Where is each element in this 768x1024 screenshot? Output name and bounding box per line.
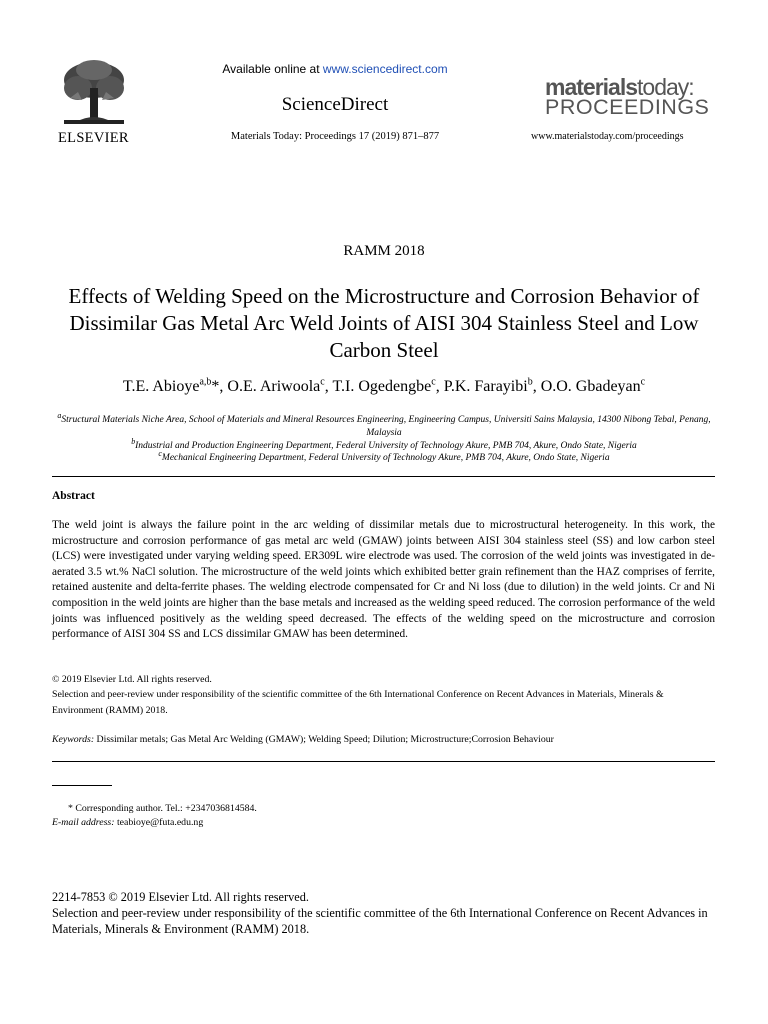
email-label: E-mail address: (52, 817, 115, 828)
author: T.I. Ogedengbe$^c$, (332, 377, 444, 396)
journal-url[interactable]: www.materialstoday.com/proceedings (531, 131, 684, 142)
author-list (0, 377, 768, 396)
sciencedirect-link[interactable]: www.sciencedirect.com (322, 62, 448, 76)
corresponding-author: * Corresponding author. Tel.: +2347036814584. (68, 803, 257, 814)
conference-name: RAMM 2018 (343, 243, 425, 259)
affiliation-c: $^c$Mechanical Engineering Department, Federal University of Technology Akure, PMB 704, Akure, Ondo State, Nigeria (158, 449, 610, 464)
keywords-list: Dissimilar metals; Gas Metal Arc Welding (GMAW); Welding Speed; Dilution; Microstructure;Corrosion Behaviour (94, 734, 554, 745)
divider (52, 761, 715, 762)
footnote-divider (52, 785, 112, 786)
issn-copyright: 2214-7853 © 2019 Elsevier Ltd. All rights reserved. (52, 890, 309, 904)
logo-proceedings-text: PROCEEDINGS (545, 95, 710, 119)
affiliation-a: $^a$Structural Materials Niche Area, School of Materials and Mineral Resources Engineering, Engineering Campus, Universiti Sains Malaysia, 14300 Nibong Tebal, Penang, Malaysia (57, 411, 711, 438)
materials-today-logo (545, 76, 709, 119)
sciencedirect-title: ScienceDirect (281, 94, 389, 115)
divider (52, 476, 715, 477)
abstract-text: The weld joint is always the failure point in the arc welding of dissimilar metals due to microstructural heterogeneity. In this work, the microstructure and corrosion performance of gas metal arc weld (GMAW) joints between AISI 304 stainless steel (SS) and low carbon steel (LCS) were investigated under varying welding speed. ER309L wire electrode was used. The corrosion of the weld joints was investigated in de-aerated 3.5 wt.% NaCl solution. The microstructure of the weld joints which exhibited better grain refinement than the HAZ comprises of ferrite, retained austenite and delta-ferrite phases. The welding electrode compensated for Cr and Ni loss (due to dilution) in the weld joints. Cr and Ni composition in the weld joints are higher than the base metals and increased as the welding speed reduced. The corrosion performance of the weld joints was influenced positively as the welding speed decreased. The effects of the welding speed on the microstructure and corrosion performance of AISI 304 SS and LCS dissimilar GMAW has been determined. (52, 519, 715, 641)
publisher-name: ELSEVIER (58, 130, 129, 146)
journal-reference: Materials Today: Proceedings 17 (2019) 871–877 (230, 131, 440, 142)
author: O.E. Ariwoola$^c$, (227, 377, 333, 396)
email-line (52, 817, 203, 828)
available-online-label: Available online at (222, 62, 323, 76)
keywords-label: Keywords: (52, 734, 95, 745)
paper-title: Effects of Welding Speed on the Microstructure and Corrosion Behavior of Dissimilar Gas Metal Arc Weld Joints of AISI 304 Stainless Steel and Low Carbon Steel (68, 284, 700, 362)
copyright-notice: © 2019 Elsevier Ltd. All rights reserved. (52, 674, 212, 685)
keywords (52, 734, 715, 745)
affiliation-b: $^b$Industrial and Production Engineering Department, Federal University of Technology Akure, PMB 704, Akure, Ondo State, Nigeria (131, 437, 637, 452)
logo-today-text: today: (637, 74, 694, 100)
author: P.K. Farayibi$^b$, (443, 377, 541, 396)
author: O.O. Gbadeyan$^c$ (540, 377, 646, 396)
abstract-heading: Abstract (52, 490, 95, 502)
email-address[interactable]: teabioye@futa.edu.ng (114, 817, 204, 828)
author: T.E. Abioye$^{a,b}$*, (122, 377, 228, 396)
peer-review-notice: Selection and peer-review under responsibility of the scientific committee of the 6th International Conference on Recent Advances in Materials, Minerals & Environment (RAMM) 2018. (52, 689, 664, 716)
footer-peer-review: Selection and peer-review under responsibility of the scientific committee of the 6th International Conference on Recent Advances in Materials, Minerals & Environment (RAMM) 2018. (52, 906, 708, 936)
logo-brand-text: materials (545, 74, 638, 100)
